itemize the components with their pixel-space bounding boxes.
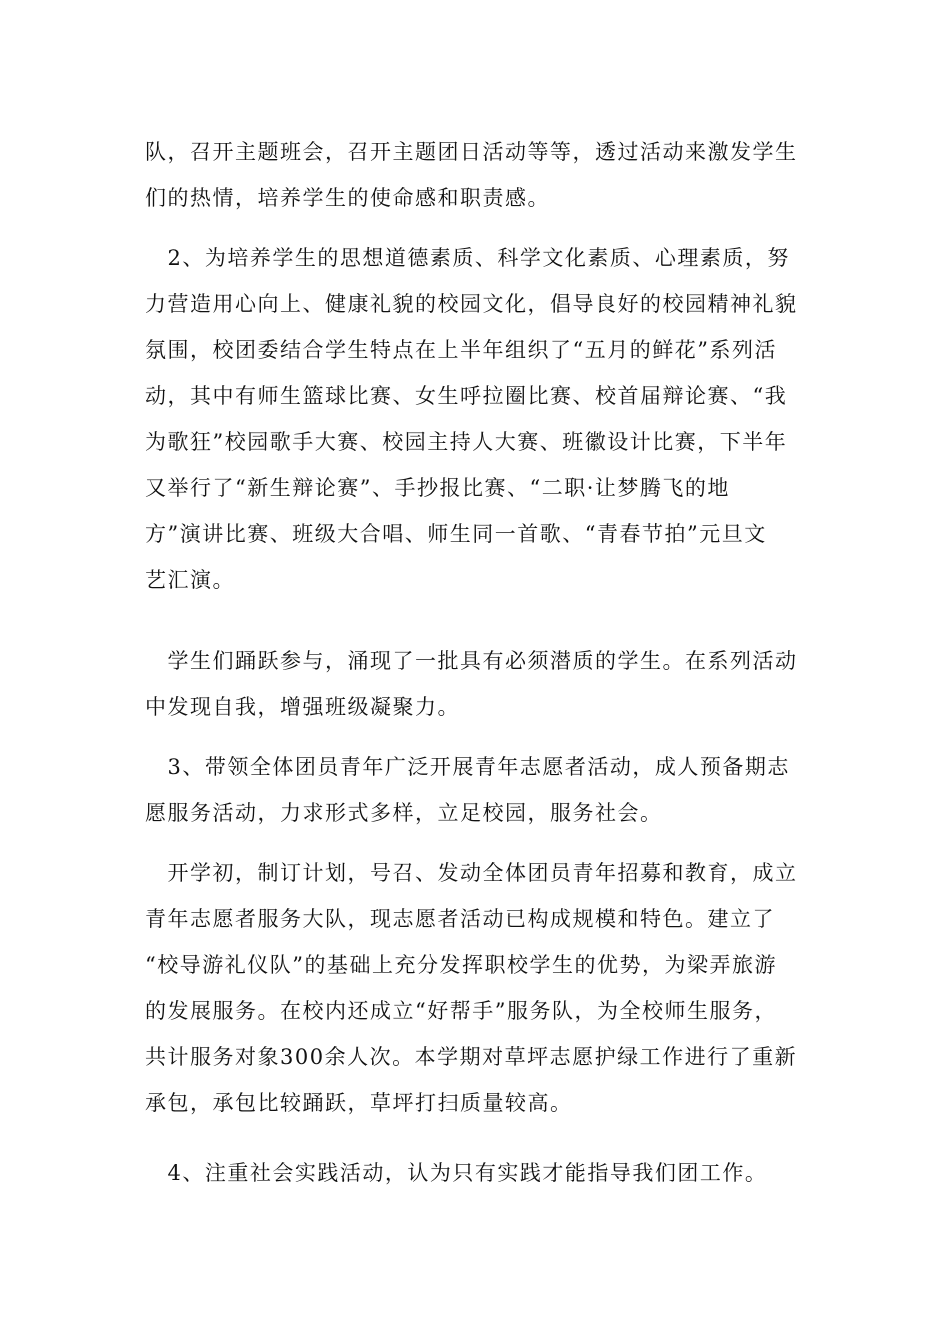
- text-line: 3、带领全体团员青年广泛开展青年志愿者活动，成人预备期志: [145, 755, 790, 779]
- text-line: “校导游礼仪队”的基础上充分发挥职校学生的优势，为梁弄旅游: [145, 953, 777, 977]
- paragraph-2: [145, 235, 810, 603]
- text-line: 开学初，制订计划，号召、发动全体团员青年招募和教育，成立: [145, 861, 798, 885]
- text-line: 共计服务对象300余人次。本学期对草坪志愿护绿工作进行了重新: [145, 1045, 798, 1069]
- paragraph-3: [145, 638, 810, 730]
- text-line: 的发展服务。在校内还成立“好帮手”服务队，为全校师生服务，: [145, 999, 777, 1023]
- text-line: 又举行了“新生辩论赛”、手抄报比赛、“二职·让梦腾飞的地: [145, 476, 730, 500]
- text-line: 动，其中有师生篮球比赛、女生呼拉圈比赛、校首届辩论赛、“我: [145, 384, 788, 408]
- paragraph-1: [145, 129, 810, 221]
- paragraph-5: [145, 850, 810, 1126]
- text-line: 队，召开主题班会，召开主题团日活动等等，透过活动来激发学生: [145, 140, 798, 164]
- text-line: 方”演讲比赛、班级大合唱、师生同一首歌、“青春节拍”元旦文: [145, 522, 767, 546]
- paragraph-6: [145, 1150, 810, 1196]
- text-line: 承包，承包比较踊跃，草坪打扫质量较高。: [145, 1091, 573, 1115]
- text-line: 2、为培养学生的思想道德素质、科学文化素质、心理素质，努: [145, 246, 790, 270]
- text-line: 学生们踊跃参与，涌现了一批具有必须潜质的学生。在系列活动: [145, 649, 798, 673]
- text-line: 青年志愿者服务大队，现志愿者活动已构成规模和特色。建立了: [145, 907, 775, 931]
- text-line: 愿服务活动，力求形式多样，立足校园，服务社会。: [145, 801, 663, 825]
- text-line: 为歌狂”校园歌手大赛、校园主持人大赛、班徽设计比赛，下半年: [145, 430, 788, 454]
- text-line: 力营造用心向上、健康礼貌的校园文化，倡导良好的校园精神礼貌: [145, 292, 798, 316]
- text-line: 中发现自我，增强班级凝聚力。: [145, 695, 460, 719]
- text-line: 艺汇演。: [145, 568, 235, 592]
- paragraph-4: [145, 744, 810, 836]
- text-line: 们的热情，培养学生的使命感和职责感。: [145, 186, 550, 210]
- text-line: 氛围，校团委结合学生特点在上半年组织了“五月的鲜花”系列活: [145, 338, 777, 362]
- text-line: 4、注重社会实践活动，认为只有实践才能指导我们团工作。: [145, 1161, 768, 1185]
